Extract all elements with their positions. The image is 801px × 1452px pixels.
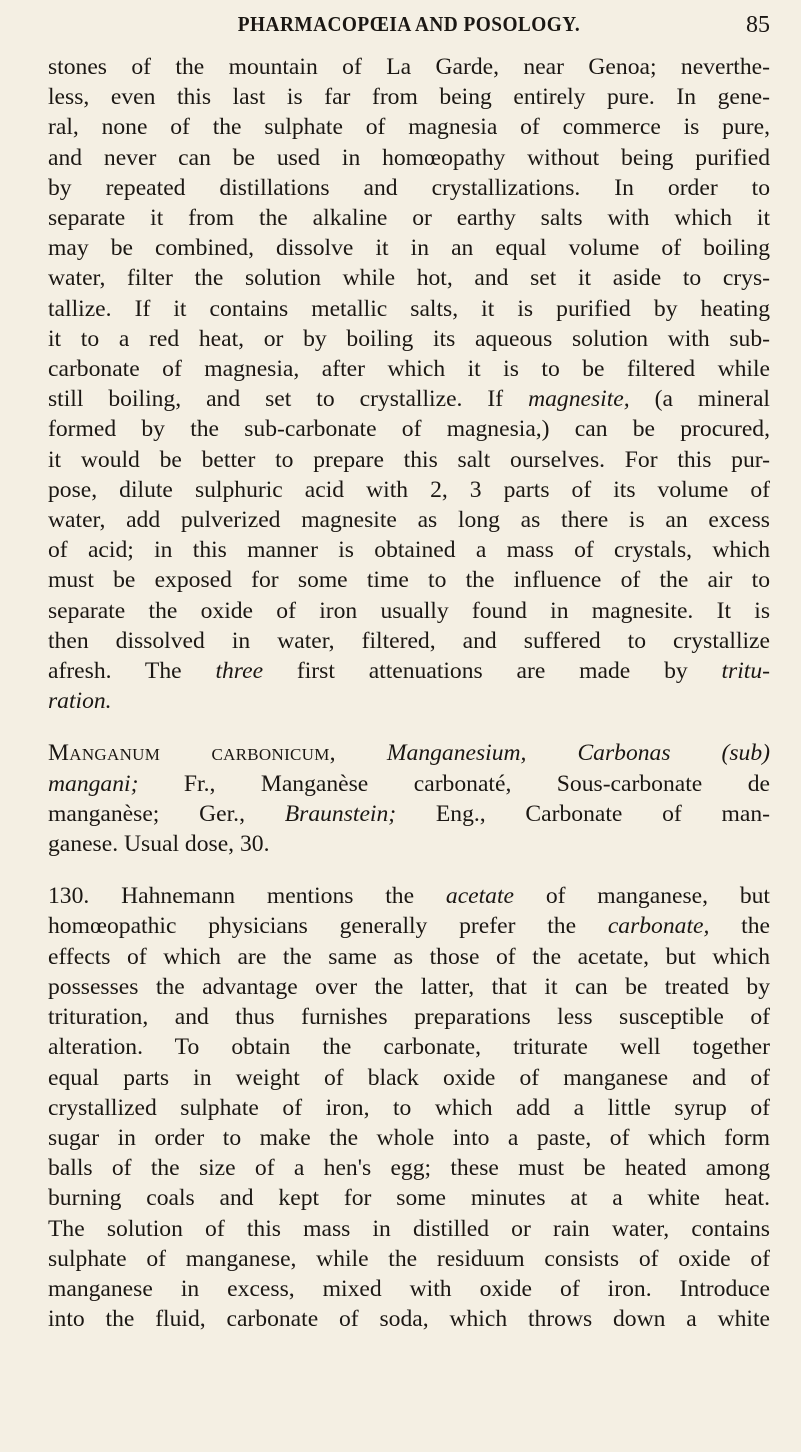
paragraph-130 — [48, 881, 770, 1334]
text-line: crystallized sulphate of iron, to which add a little syrup of — [48, 1094, 770, 1121]
text-line: manganese in excess, mixed with oxide of iron. Introduce — [48, 1275, 770, 1302]
text-line: by repeated distillations and crystallizations. In order to — [48, 174, 770, 201]
text-line: formed by the sub-carbonate of magnesia,) can be procured, — [48, 416, 770, 443]
italic-term: tritu- — [721, 658, 770, 685]
text-run: still boiling, and set to crystallize. If — [48, 386, 529, 413]
text-run: homœopathic physicians generally prefer the — [48, 913, 608, 940]
text-run: manganèse; Ger., — [48, 800, 285, 827]
text-line: balls of the size of a hen's egg; these must be heated among — [48, 1155, 770, 1182]
text-line — [48, 911, 770, 941]
text-line: carbonate of magnesia, after which it is to be filtered while — [48, 356, 770, 383]
text-line: The solution of this mass in distilled or rain water, contains — [48, 1215, 770, 1242]
italic-term: ration. — [48, 688, 112, 715]
text-line: sugar in order to make the whole into a paste, of which form — [48, 1124, 770, 1151]
text-line — [48, 656, 770, 686]
text-line: trituration, and thus furnishes preparations less susceptible of — [48, 1004, 770, 1031]
entry-heading: Manganum carbonicum, — [48, 740, 336, 767]
running-title: PHARMACOPŒIA AND POSOLOGY. — [237, 12, 581, 36]
italic-term: mangani; — [48, 770, 139, 797]
text-run: afresh. The — [48, 658, 216, 685]
text-line: alteration. To obtain the carbonate, triturate well together — [48, 1034, 770, 1061]
text-line: possesses the advantage over the latter, that it can be treated by — [48, 973, 770, 1000]
running-head — [48, 12, 770, 46]
text-line: tallize. If it contains metallic salts, it is purified by heating — [48, 295, 770, 322]
text-line: burning coals and kept for some minutes at a white heat. — [48, 1185, 770, 1212]
text-line: it would be better to prepare this salt ourselves. For this pur- — [48, 446, 770, 473]
page-number: 85 — [746, 12, 770, 38]
text-line: stones of the mountain of La Garde, near Genoa; neverthe- — [48, 54, 770, 80]
text-line: and never can be used in homœopathy without being purified — [48, 144, 770, 171]
text-line: water, filter the solution while hot, and set it aside to crys- — [48, 265, 770, 292]
text-line: less, even this last is far from being entirely pure. In gene- — [48, 84, 770, 111]
text-run: first attenuations are made by — [263, 658, 722, 685]
text-line: of acid; in this manner is obtained a mass of crystals, which — [48, 537, 770, 564]
text-line — [48, 881, 770, 911]
text-line: it to a red heat, or by boiling its aqueous solution with sub- — [48, 325, 770, 352]
text-line: must be exposed for some time to the influence of the air to — [48, 567, 770, 594]
text-line: ganese. Usual dose, 30. — [48, 831, 270, 858]
text-run: 130. Hahnemann mentions the — [48, 883, 446, 910]
text-line — [48, 738, 770, 768]
text-run: the — [709, 913, 770, 940]
italic-term: carbonate, — [607, 913, 710, 940]
text-line: may be combined, dissolve it in an equal volume of boiling — [48, 235, 770, 262]
text-run: Eng., Carbonate of man- — [396, 800, 771, 827]
text-line: effects of which are the same as those of the acetate, but which — [48, 943, 770, 970]
text-run: (a mineral — [629, 386, 770, 413]
paragraph-gap — [48, 859, 770, 881]
paragraph-gap — [48, 716, 770, 738]
italic-term: Manganesium, Carbonas (sub) — [386, 740, 770, 767]
body-text — [48, 52, 770, 1334]
text-line: water, add pulverized magnesite as long as there is an excess — [48, 507, 770, 534]
text-line: sulphate of manganese, while the residuum consists of oxide of — [48, 1245, 770, 1272]
text-line: pose, dilute sulphuric acid with 2, 3 parts of its volume of — [48, 476, 770, 503]
text-run: Fr., Manganèse carbonaté, Sous-carbonate de — [138, 770, 770, 797]
text-line: then dissolved in water, filtered, and suffered to crystallize — [48, 627, 770, 654]
text-line: ral, none of the sulphate of magnesia of commerce is pure, — [48, 114, 770, 141]
italic-term: three — [215, 658, 264, 685]
text-line — [48, 384, 770, 414]
text-run: of manganese, but — [514, 883, 770, 910]
paragraph-magnesia — [48, 52, 770, 716]
text-line — [48, 769, 770, 799]
text-line: separate it from the alkaline or earthy salts with which it — [48, 205, 770, 232]
italic-term: acetate — [445, 883, 515, 910]
paragraph-manganum-heading — [48, 738, 770, 859]
text-line — [48, 686, 770, 716]
italic-term: magnesite, — [528, 386, 630, 413]
text-line: into the fluid, carbonate of soda, which throws down a white — [48, 1306, 770, 1333]
text-line: separate the oxide of iron usually found in magnesite. It is — [48, 597, 770, 624]
italic-term: Braunstein; — [284, 800, 397, 827]
text-line — [48, 799, 770, 829]
text-line: equal parts in weight of black oxide of manganese and of — [48, 1064, 770, 1091]
